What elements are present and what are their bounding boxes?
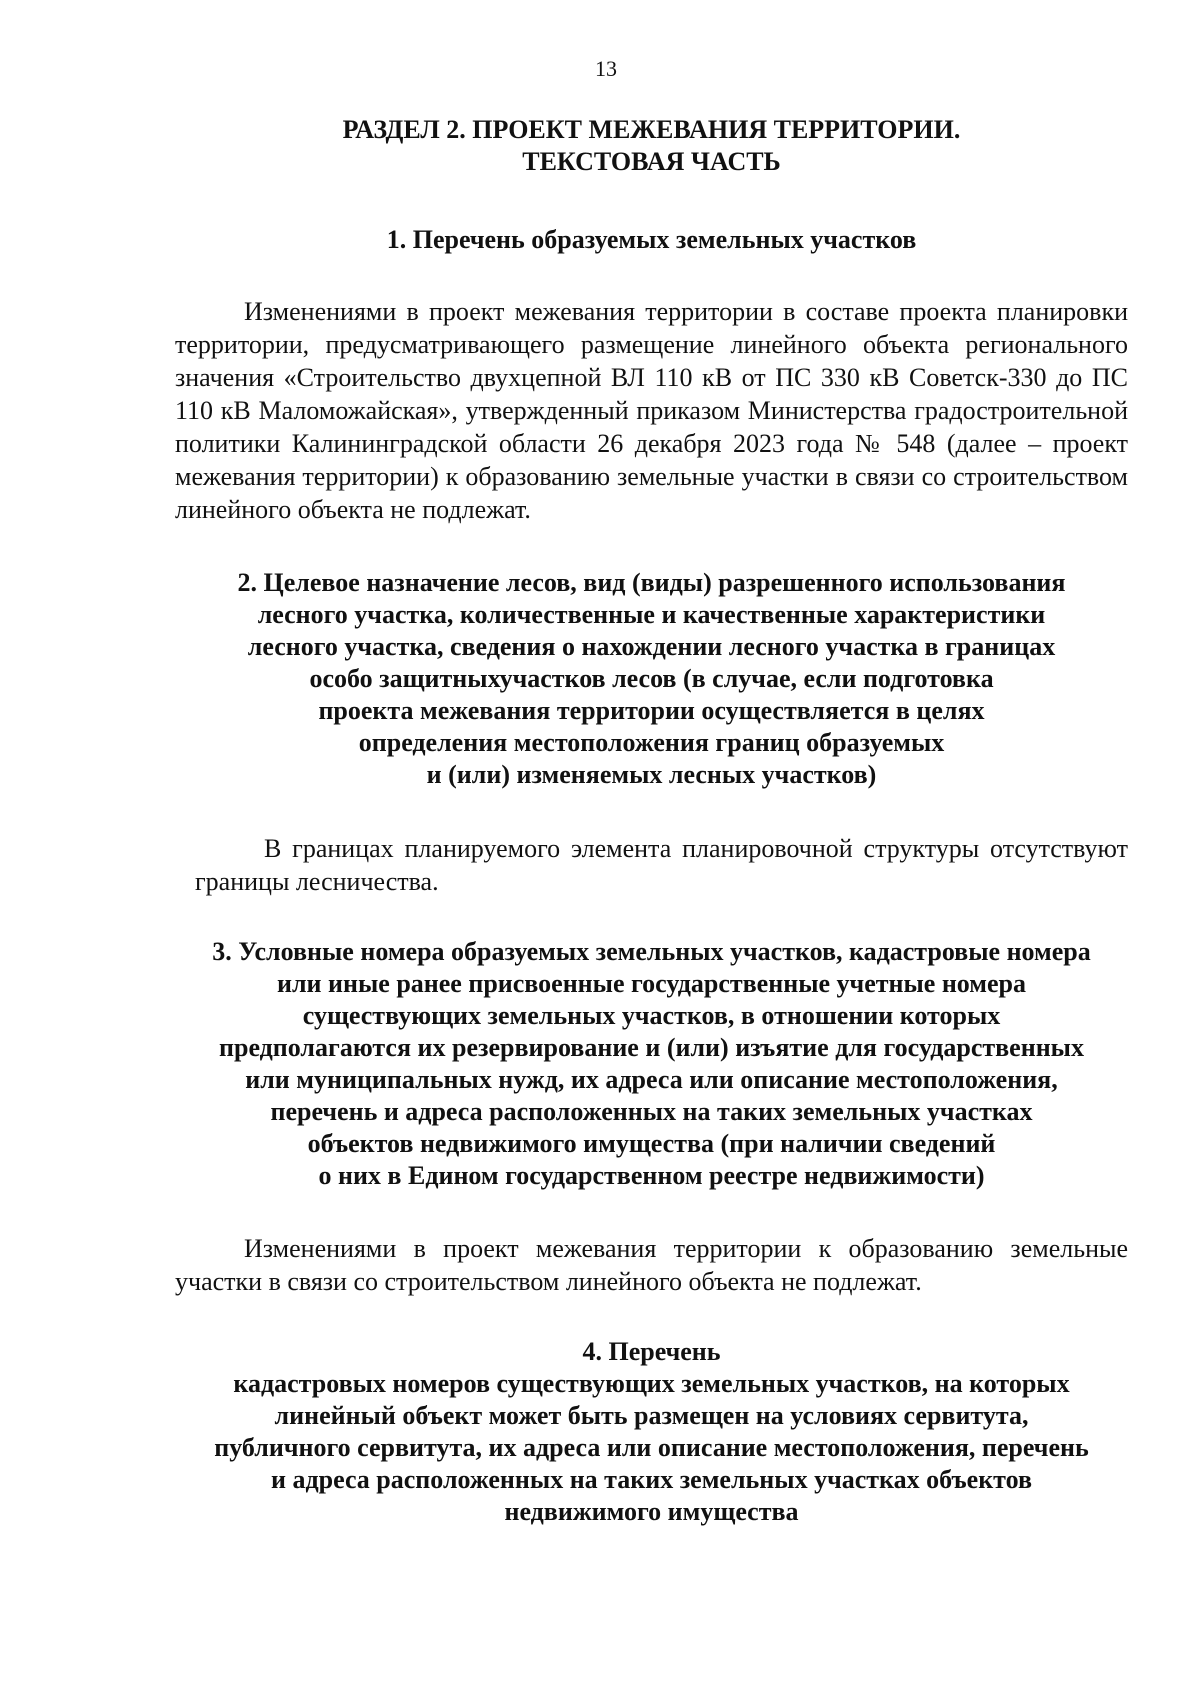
section-2-heading-line: лесного участка, сведения о нахождении лесного участка в границах: [247, 632, 1056, 661]
section-3-heading-line: предполагаются их резервирование и (или) изъятие для государственных: [219, 1033, 1084, 1062]
section-2-heading-line: проекта межевания территории осуществляется в целях: [318, 696, 985, 725]
section-title-line: ТЕКСТОВАЯ ЧАСТЬ: [522, 147, 781, 176]
section-3-heading-line: 3. Условные номера образуемых земельных участков, кадастровые номера: [212, 937, 1091, 966]
section-title-line: РАЗДЕЛ 2. ПРОЕКТ МЕЖЕВАНИЯ ТЕРРИТОРИИ.: [342, 115, 961, 144]
page-number: 13: [595, 56, 617, 81]
section-4-heading-line: публичного сервитута, их адреса или описание местоположения, перечень: [214, 1433, 1089, 1462]
section-1-text: Изменениями в проект межевания территории в составе проекта планировки территории, предусматривающего размещение линейного объекта регионального значения «Строительство двухцепной ВЛ 110 кВ от ПС 330 кВ Советск-330 до ПС 110 кВ Маломожайская», утвержденный приказом Министерства градостроительной политики Калининградской области 26 декабря 2023 года № 548 (далее – проект межевания территории) к образованию земельные участки в связи со строительством линейного объекта не подлежат.: [175, 297, 1128, 524]
section-2-heading-line: 2. Целевое назначение лесов, вид (виды) разрешенного использования: [237, 568, 1066, 597]
section-3-heading-line: или муниципальных нужд, их адреса или описание местоположения,: [245, 1065, 1058, 1094]
section-4-heading-line: кадастровых номеров существующих земельных участков, на которых: [233, 1369, 1070, 1398]
section-3-heading-line: перечень и адреса расположенных на таких земельных участках: [270, 1097, 1033, 1126]
section-4-heading-line: линейный объект может быть размещен на условиях сервитута,: [274, 1401, 1029, 1430]
section-2-heading: [175, 567, 1128, 791]
section-title: [175, 114, 1128, 178]
section-4-heading-line: и адреса расположенных на таких земельных участках объектов: [271, 1465, 1032, 1494]
section-3-heading-line: существующих земельных участков, в отношении которых: [302, 1001, 1001, 1030]
section-3-heading-line: или иные ранее присвоенные государственные учетные номера: [276, 969, 1027, 998]
section-2-heading-line: особо защитныхучастков лесов (в случае, если подготовка: [309, 664, 994, 693]
section-3-heading-line: о них в Едином государственном реестре недвижимости): [318, 1161, 985, 1190]
section-3-text: Изменениями в проект межевания территории к образованию земельные участки в связи со строительством линейного объекта не подлежат.: [175, 1234, 1128, 1296]
section-2-heading-line: определения местоположения границ образуемых: [358, 728, 945, 757]
section-4-heading-line: недвижимого имущества: [504, 1497, 799, 1526]
section-3-heading-line: объектов недвижимого имущества (при наличии сведений: [307, 1129, 996, 1158]
page-content: [175, 114, 1128, 1528]
section-4-heading: [175, 1336, 1128, 1528]
section-2-text: В границах планируемого элемента планировочной структуры отсутствуют границы лесничества.: [195, 834, 1128, 896]
section-1-heading: 1. Перечень образуемых земельных участков: [386, 225, 917, 254]
section-2-heading-line: и (или) изменяемых лесных участков): [426, 760, 877, 789]
section-4-heading-line: 4. Перечень: [582, 1337, 721, 1366]
section-2-heading-line: лесного участка, количественные и качественные характеристики: [257, 600, 1046, 629]
section-3-heading: [175, 936, 1128, 1192]
